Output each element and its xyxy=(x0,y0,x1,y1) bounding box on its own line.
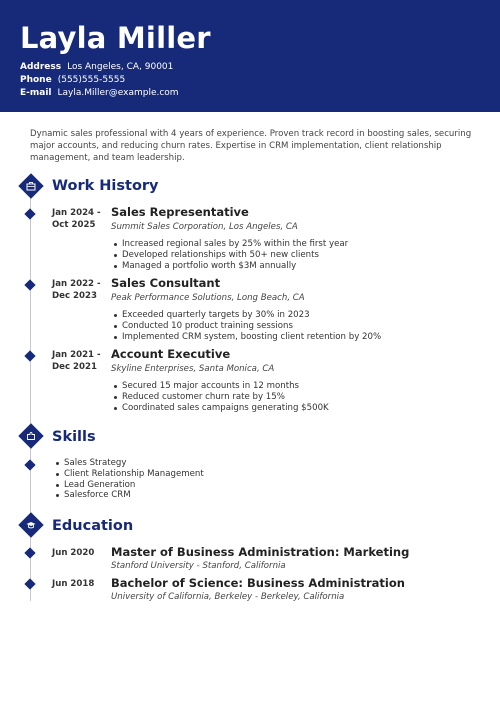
bullet-item: Exceeded quarterly targets by 30% in 2023 xyxy=(111,310,481,321)
job-entry xyxy=(111,276,481,344)
job-entry xyxy=(111,205,481,273)
job-date xyxy=(52,278,101,302)
section-title-skills: Skills xyxy=(52,429,96,445)
timeline-marker xyxy=(24,578,35,589)
education-entry xyxy=(111,545,481,572)
contact-label: Address xyxy=(20,62,62,72)
education-date: Jun 2020 xyxy=(52,548,95,558)
education-entry xyxy=(111,576,481,603)
job-entry xyxy=(111,347,481,415)
bullet-item: Coordinated sales campaigns generating $500K xyxy=(111,403,481,414)
contact-value[interactable]: Layla.Miller@example.com xyxy=(57,88,179,98)
education-degree: Bachelor of Science: Business Administration xyxy=(111,576,405,590)
contact-email xyxy=(20,87,179,99)
contact-phone xyxy=(20,74,125,86)
section-title-education: Education xyxy=(52,518,134,534)
bullet-item: Implemented CRM system, boosting client retention by 20% xyxy=(111,332,481,343)
job-date-end: Oct 2025 xyxy=(52,220,96,230)
contact-label: Phone xyxy=(20,75,52,85)
job-date-start: Jan 2022 - xyxy=(52,279,101,289)
graduation-cap-icon xyxy=(19,513,43,537)
education-school: Stanford University - Stanford, California xyxy=(111,561,286,571)
timeline-line xyxy=(30,186,31,601)
contact-value: (555)555-5555 xyxy=(57,75,126,85)
puzzle-icon xyxy=(19,424,43,448)
job-title: Sales Consultant xyxy=(111,276,221,290)
job-title: Sales Representative xyxy=(111,205,249,219)
bullet-item: Increased regional sales by 25% within the first year xyxy=(111,239,481,250)
section-title-work-history: Work History xyxy=(52,178,159,194)
job-bullets xyxy=(111,310,481,344)
bullet-item: Conducted 10 product training sessions xyxy=(111,321,481,332)
bullet-item: Developed relationships with 50+ new clients xyxy=(111,250,481,261)
job-date xyxy=(52,349,101,373)
professional-summary: Dynamic sales professional with 4 years of experience. Proven track record in boosting sales, securing major accounts, and reducing churn rates. Expertise in CRM implementation, client relationship management, and team leadership. xyxy=(30,129,472,164)
skill-item: Sales Strategy xyxy=(53,458,204,469)
timeline-marker xyxy=(24,459,35,470)
timeline-marker xyxy=(24,350,35,361)
bullet-item: Reduced customer churn rate by 15% xyxy=(111,392,481,403)
education-school: University of California, Berkeley - Berkeley, California xyxy=(111,592,345,602)
job-company: Peak Performance Solutions, Long Beach, CA xyxy=(111,293,305,303)
education-degree: Master of Business Administration: Marketing xyxy=(111,545,410,559)
job-company: Skyline Enterprises, Santa Monica, CA xyxy=(111,364,275,374)
job-bullets xyxy=(111,381,481,415)
candidate-name: Layla Miller xyxy=(20,21,211,55)
skill-item: Lead Generation xyxy=(53,480,204,491)
job-date-start: Jan 2024 - xyxy=(52,208,101,218)
timeline-marker xyxy=(24,279,35,290)
skill-item: Client Relationship Management xyxy=(53,469,204,480)
timeline-marker xyxy=(24,547,35,558)
skills-list xyxy=(53,458,204,501)
job-date-start: Jan 2021 - xyxy=(52,350,101,360)
timeline-marker xyxy=(24,208,35,219)
job-date xyxy=(52,207,101,231)
contact-address xyxy=(20,61,173,73)
job-title: Account Executive xyxy=(111,347,231,361)
bullet-item: Secured 15 major accounts in 12 months xyxy=(111,381,481,392)
job-date-end: Dec 2023 xyxy=(52,291,97,301)
resume-header xyxy=(0,0,500,112)
job-bullets xyxy=(111,239,481,273)
education-date: Jun 2018 xyxy=(52,579,95,589)
contact-label: E-mail xyxy=(20,88,52,98)
briefcase-icon xyxy=(19,174,43,198)
job-company: Summit Sales Corporation, Los Angeles, CA xyxy=(111,222,298,232)
job-date-end: Dec 2021 xyxy=(52,362,97,372)
contact-value: Los Angeles, CA, 90001 xyxy=(67,62,174,72)
bullet-item: Managed a portfolio worth $3M annually xyxy=(111,261,481,272)
skill-item: Salesforce CRM xyxy=(53,490,204,501)
